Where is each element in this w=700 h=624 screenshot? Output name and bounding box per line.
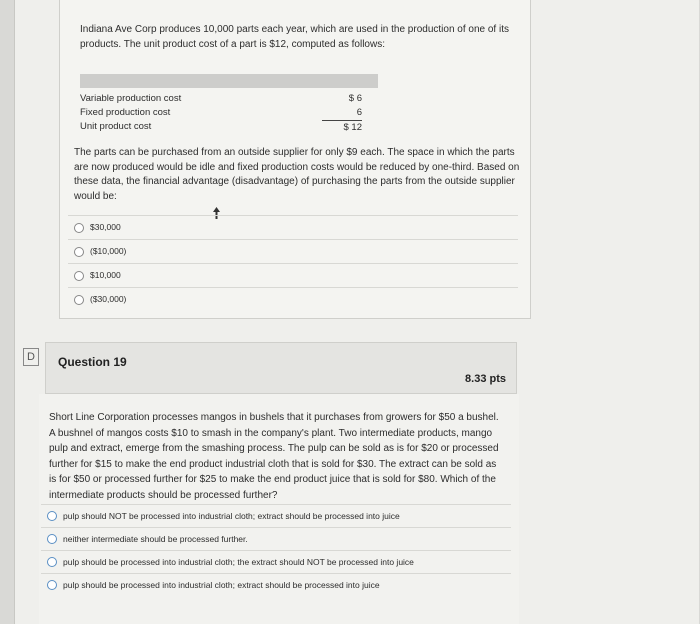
- cost-table: [80, 92, 380, 134]
- answer-label: pulp should NOT be processed into industrial cloth; extract should be processed into juice: [63, 511, 400, 521]
- cost-label: Variable production cost: [80, 93, 182, 104]
- cost-row-unit: [80, 120, 380, 134]
- question-18-card: [59, 0, 531, 319]
- cost-label: Unit product cost: [80, 121, 152, 132]
- answer-option[interactable]: [41, 504, 511, 527]
- radio-button[interactable]: [74, 295, 84, 305]
- cost-amount: $ 12: [322, 120, 362, 135]
- answer-label: $30,000: [90, 222, 121, 232]
- question-19-text: Short Line Corporation processes mangos in bushels that it purchases from growers for $50 a bushel. A bushnel of mangos costs $10 to smash in the company's plant. Two intermediate products, mango pulp and extract, emerge from the smashing process. The pulp can be sold as is for $20 or processed further for $15 to make the end product industrial cloth that is sold for $30. The extract can be sold as is for $50 or processed further for $25 to make the end product juice that is sold for $80. Which of the intermediate products should be processed further?: [49, 412, 499, 501]
- answer-label: ($30,000): [90, 294, 127, 304]
- answer-label: neither intermediate should be processed further.: [63, 534, 248, 544]
- answer-option[interactable]: [68, 215, 518, 239]
- radio-button[interactable]: [74, 271, 84, 281]
- question-points: 8.33 pts: [465, 373, 506, 385]
- cost-row-variable: [80, 92, 380, 106]
- question-19-header: [45, 342, 517, 394]
- question-19-answers: [41, 504, 511, 596]
- answer-label: ($10,000): [90, 246, 127, 256]
- radio-button[interactable]: [47, 534, 57, 544]
- question-19-body: [39, 394, 519, 624]
- flag-question-icon[interactable]: D: [23, 348, 39, 366]
- radio-button[interactable]: [74, 223, 84, 233]
- question-title: Question 19: [58, 355, 127, 369]
- radio-button[interactable]: [47, 580, 57, 590]
- answer-option[interactable]: [41, 573, 511, 596]
- answer-option[interactable]: [68, 287, 518, 311]
- cost-amount: $ 6: [348, 93, 362, 104]
- quiz-page: [14, 0, 699, 624]
- cost-amount: 6: [356, 107, 362, 118]
- radio-button[interactable]: [47, 511, 57, 521]
- cost-label: Fixed production cost: [80, 107, 171, 118]
- question-18-intro: Indiana Ave Corp produces 10,000 parts each year, which are used in the production of one of its products. The unit product cost of a part is $12, computed as follows:: [80, 24, 509, 50]
- answer-label: $10,000: [90, 270, 121, 280]
- answer-option[interactable]: [41, 550, 511, 573]
- radio-button[interactable]: [47, 557, 57, 567]
- cost-table-header-band: [80, 74, 378, 88]
- answer-option[interactable]: [68, 239, 518, 263]
- cost-row-fixed: [80, 106, 380, 120]
- answer-option[interactable]: [68, 263, 518, 287]
- question-18-text: The parts can be purchased from an outside supplier for only $9 each. The space in which the parts are now produced would be idle and fixed production costs would be reduced by one-third. Based on these data, the financial advantage (disadvantage) of purchasing the parts from the outside supplier would be:: [74, 147, 520, 202]
- answer-option[interactable]: [41, 527, 511, 550]
- answer-label: pulp should be processed into industrial cloth; the extract should NOT be processed into juice: [63, 557, 414, 567]
- question-18-answers: [68, 215, 518, 311]
- answer-label: pulp should be processed into industrial cloth; extract should be processed into juice: [63, 580, 380, 590]
- radio-button[interactable]: [74, 247, 84, 257]
